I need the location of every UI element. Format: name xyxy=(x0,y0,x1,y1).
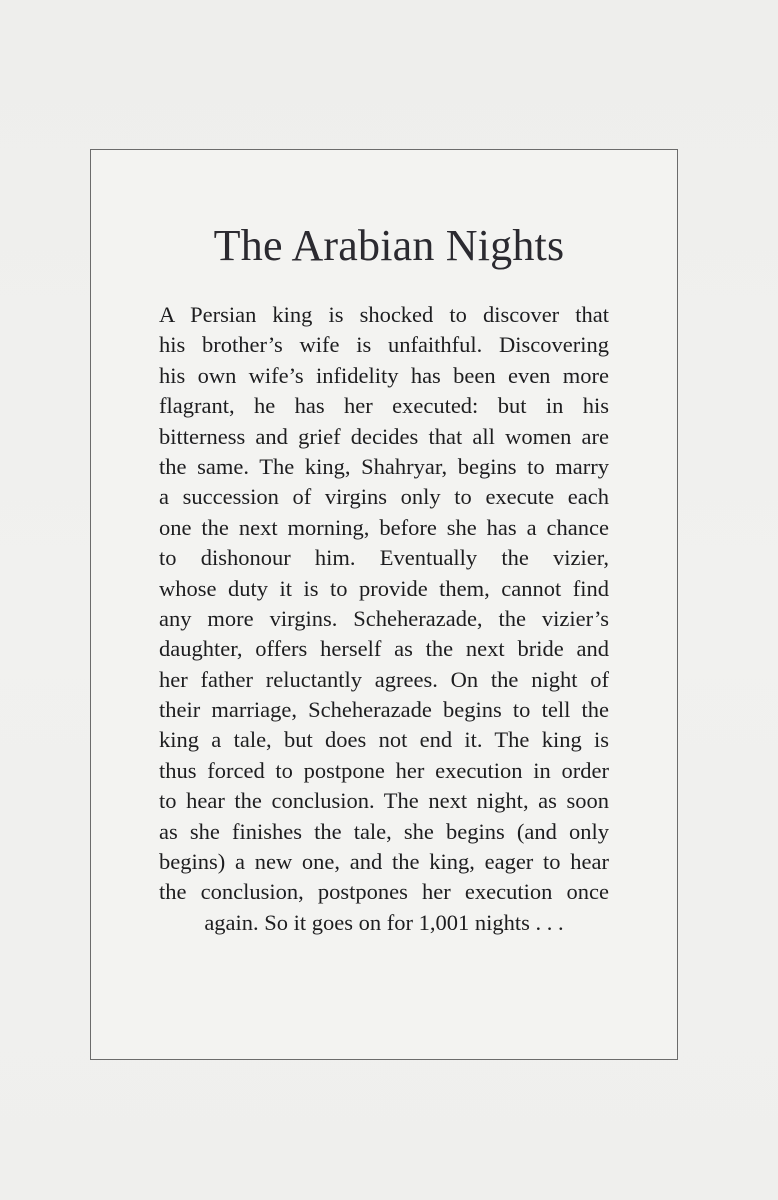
text-line: one the next morning, before she has a chance xyxy=(159,514,609,540)
text-line: any more virgins. Scheherazade, the vizier’s xyxy=(159,605,609,631)
text-line: to hear the conclusion. The next night, as soon xyxy=(159,788,609,814)
text-line: the same. The king, Shahryar, begins to marry xyxy=(159,453,609,479)
text-line: a succession of virgins only to execute each xyxy=(159,484,609,510)
text-line: thus forced to postpone her execution in order xyxy=(159,757,609,783)
text-line: bitterness and grief decides that all women are xyxy=(159,423,609,449)
text-line: his brother’s wife is unfaithful. Discovering xyxy=(159,332,609,358)
text-line: the conclusion, postpones her execution once xyxy=(159,879,609,905)
text-line: daughter, offers herself as the next bride and xyxy=(159,636,609,662)
text-line: begins) a new one, and the king, eager to hear xyxy=(159,849,609,875)
text-line: to dishonour him. Eventually the vizier, xyxy=(159,545,609,571)
text-line-last: again. So it goes on for 1,001 nights . . . xyxy=(204,909,564,935)
synopsis-paragraph xyxy=(159,300,609,938)
text-line: as she finishes the tale, she begins (and only xyxy=(159,818,609,844)
text-line: whose duty it is to provide them, cannot find xyxy=(159,575,609,601)
text-line: their marriage, Scheherazade begins to tell the xyxy=(159,697,609,723)
text-line: flagrant, he has her executed: but in his xyxy=(159,393,609,419)
text-line: king a tale, but does not end it. The king is xyxy=(159,727,609,753)
text-line: his own wife’s infidelity has been even more xyxy=(159,362,609,388)
text-line: A Persian king is shocked to discover that xyxy=(159,302,609,327)
page-title: The Arabian Nights xyxy=(213,221,565,270)
text-line: her father reluctantly agrees. On the night of xyxy=(159,666,609,692)
